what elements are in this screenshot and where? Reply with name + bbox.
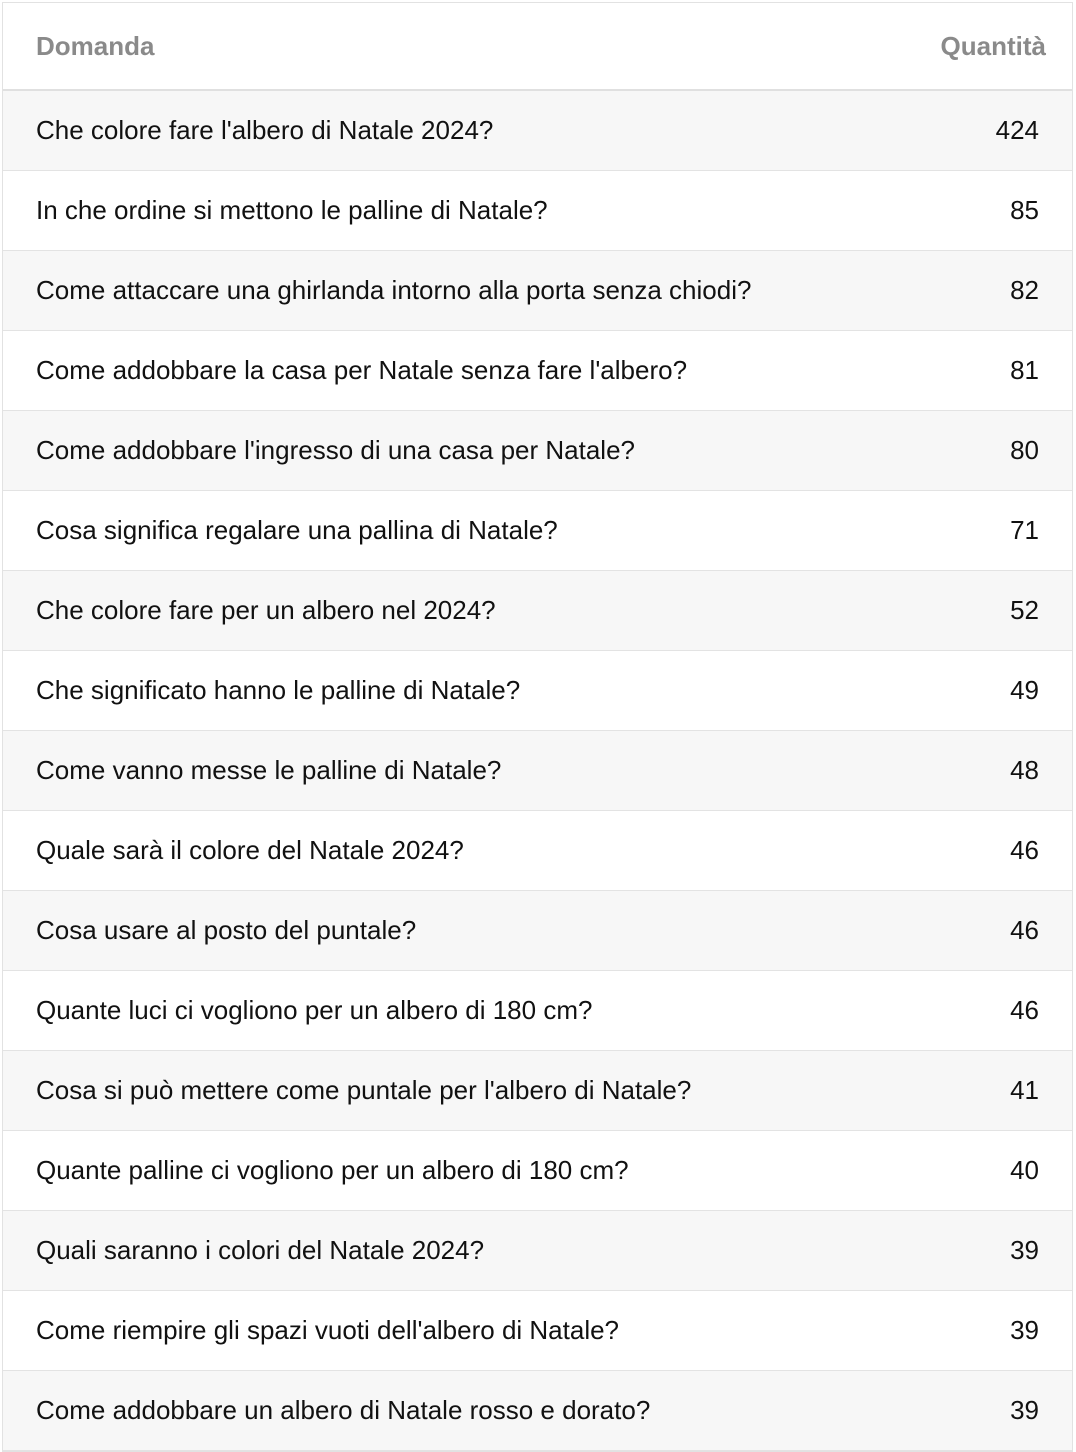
table-header (3, 3, 1072, 91)
table-row (3, 731, 1072, 811)
row-question: Cosa usare al posto del puntale? (36, 915, 417, 945)
row-question: Che colore fare per un albero nel 2024? (36, 595, 496, 625)
row-question: Quali saranno i colori del Natale 2024? (36, 1235, 485, 1265)
row-quantity: 81 (1010, 355, 1039, 385)
row-quantity: 71 (1010, 515, 1039, 545)
row-quantity: 39 (1010, 1235, 1039, 1265)
row-quantity: 80 (1010, 435, 1039, 465)
table-row (3, 1131, 1072, 1211)
row-question: Quante luci ci vogliono per un albero di 180 cm? (36, 995, 593, 1025)
row-quantity: 46 (1010, 835, 1039, 865)
table-row (3, 571, 1072, 651)
table-row (3, 1211, 1072, 1291)
column-header-quantity[interactable]: Quantità (940, 30, 1046, 61)
row-quantity: 46 (1010, 995, 1039, 1025)
table-row (3, 91, 1072, 171)
table-row (3, 1291, 1072, 1371)
row-quantity: 40 (1010, 1155, 1039, 1185)
row-question: Come addobbare la casa per Natale senza fare l'albero? (36, 355, 688, 385)
row-quantity: 41 (1010, 1075, 1039, 1105)
row-quantity: 82 (1010, 275, 1039, 305)
table-row (3, 1051, 1072, 1131)
row-quantity: 39 (1010, 1315, 1039, 1345)
row-quantity: 48 (1010, 755, 1039, 785)
row-question: Come addobbare un albero di Natale rosso e dorato? (36, 1395, 651, 1425)
row-question: Quale sarà il colore del Natale 2024? (36, 835, 464, 865)
table-row (3, 411, 1072, 491)
table-row (3, 811, 1072, 891)
row-question: Come attaccare una ghirlanda intorno alla porta senza chiodi? (36, 275, 752, 305)
row-question: Come vanno messe le palline di Natale? (36, 755, 502, 785)
table-row (3, 491, 1072, 571)
table-row (3, 651, 1072, 731)
row-question: Che significato hanno le palline di Natale? (36, 675, 521, 705)
row-question: Come riempire gli spazi vuoti dell'albero di Natale? (36, 1315, 620, 1345)
row-quantity: 39 (1010, 1395, 1039, 1425)
row-quantity: 85 (1010, 195, 1039, 225)
row-question: Cosa significa regalare una pallina di Natale? (36, 515, 558, 545)
table-row (3, 1371, 1072, 1451)
column-header-question[interactable]: Domanda (36, 30, 155, 61)
row-question: In che ordine si mettono le palline di Natale? (36, 195, 548, 225)
row-quantity: 46 (1010, 915, 1039, 945)
row-quantity: 49 (1010, 675, 1039, 705)
table-row (3, 891, 1072, 971)
table-row (3, 171, 1072, 251)
row-question: Cosa si può mettere come puntale per l'albero di Natale? (36, 1075, 692, 1105)
table-body (3, 91, 1072, 1451)
table-row (3, 251, 1072, 331)
row-question: Quante palline ci vogliono per un albero di 180 cm? (36, 1155, 629, 1185)
questions-table (2, 2, 1073, 1452)
row-question: Come addobbare l'ingresso di una casa per Natale? (36, 435, 636, 465)
row-quantity: 52 (1010, 595, 1039, 625)
row-quantity: 424 (995, 115, 1039, 145)
row-question: Che colore fare l'albero di Natale 2024? (36, 115, 494, 145)
table-row (3, 971, 1072, 1051)
table-row (3, 331, 1072, 411)
